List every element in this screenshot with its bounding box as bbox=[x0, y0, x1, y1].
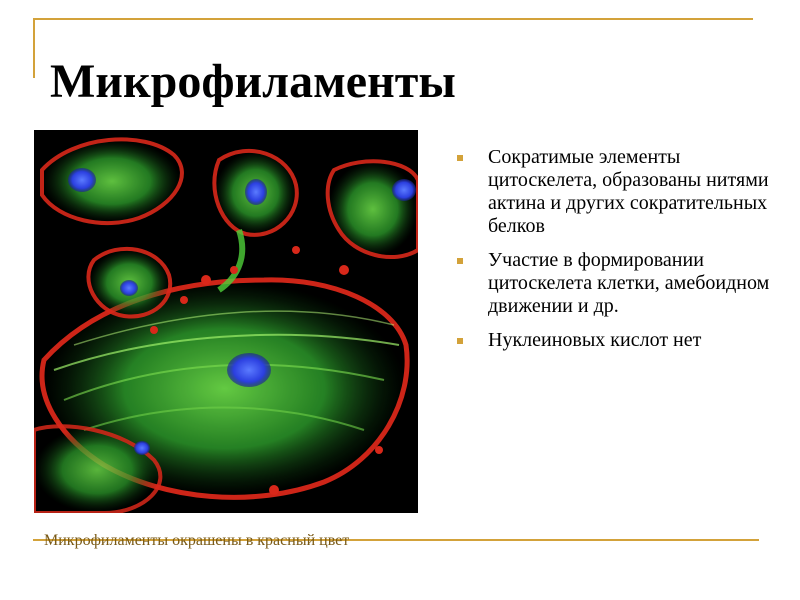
bullet-text: Сократимые элементы цитоскелета, образованы нитями актина и других сократительных белков bbox=[488, 146, 769, 237]
image-caption: Микрофиламенты окрашены в красный цвет bbox=[44, 532, 350, 549]
square-bullet-icon bbox=[457, 155, 463, 161]
bullet-text: Нуклеиновых кислот нет bbox=[488, 329, 702, 351]
square-bullet-icon bbox=[457, 258, 463, 264]
bullet-list bbox=[455, 146, 785, 363]
bullet-text: Участие в формировании цитоскелета клетки, амебоидном движении и др. bbox=[488, 249, 770, 317]
bullet-item bbox=[455, 329, 785, 352]
bullet-item bbox=[455, 146, 785, 238]
top-rule bbox=[33, 18, 753, 20]
bullet-item bbox=[455, 249, 785, 318]
fluorescence-micrograph bbox=[34, 130, 418, 513]
slide-title: Микрофиламенты bbox=[50, 55, 456, 108]
square-bullet-icon bbox=[457, 338, 463, 344]
left-rule bbox=[33, 18, 35, 78]
